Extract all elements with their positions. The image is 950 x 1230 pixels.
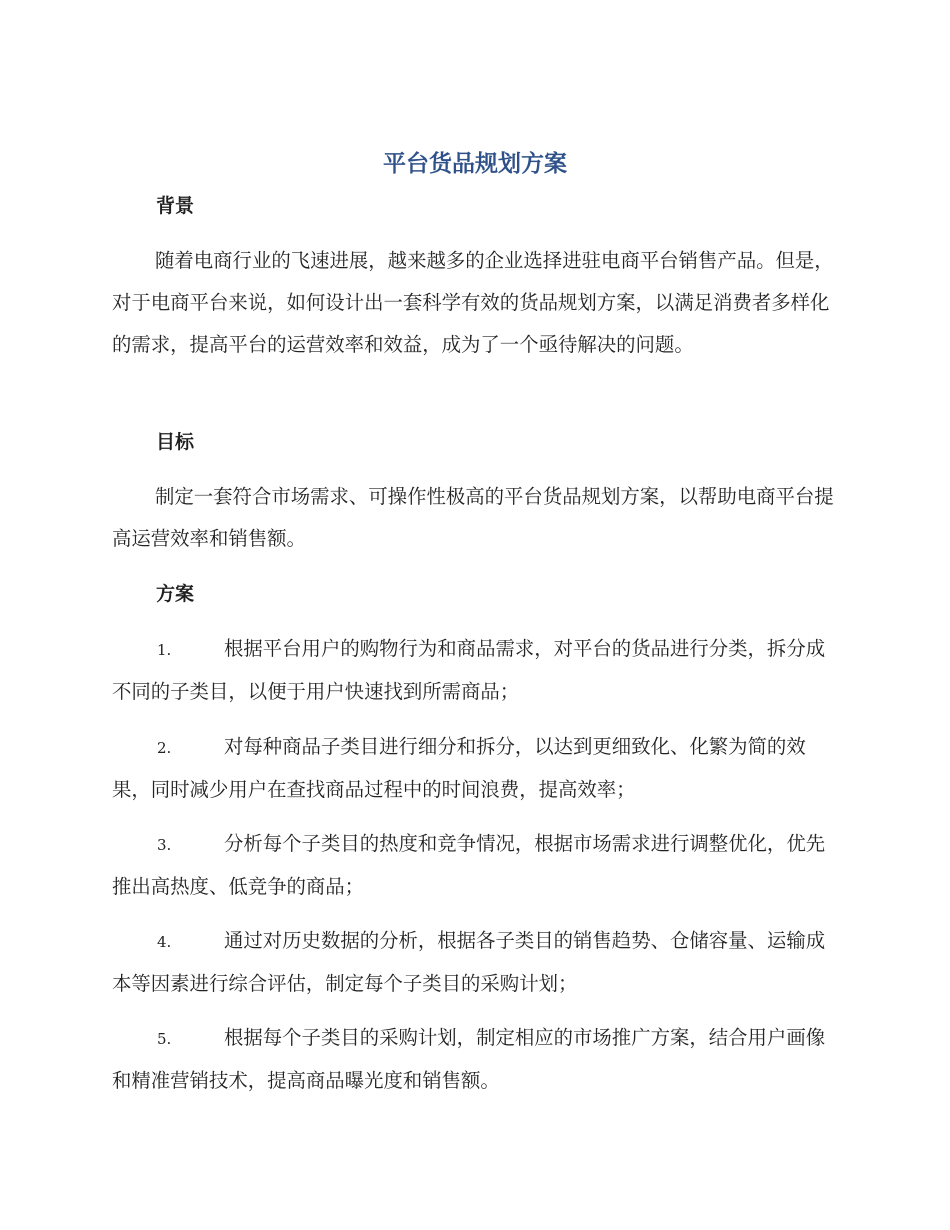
list-item-text: 分析每个子类目的热度和竞争情况，根据市场需求进行调整优化，优先推出高热度、低竞争的商品； [112,832,826,898]
background-paragraph: 随着电商行业的飞速进展，越来越多的企业选择进驻电商平台销售产品。但是，对于电商平台来说，如何设计出一套科学有效的货品规划方案，以满足消费者多样化的需求，提高平台的运营效率和效益，成为了一个亟待解决的问题。 [112,249,834,356]
list-item-text: 根据平台用户的购物行为和商品需求，对平台的货品进行分类，拆分成不同的子类目，以便于用户快速找到所需商品； [112,637,826,703]
list-item-number: 3. [157,836,172,854]
list-item [112,726,834,811]
list-item [112,920,834,1005]
section-heading-goal: 目标 [156,431,195,453]
section-heading-plan: 方案 [156,583,195,605]
document-title: 平台货品规划方案 [383,151,567,177]
list-item [112,1017,834,1102]
list-item-number: 5. [157,1030,172,1048]
list-item-text: 对每种商品子类目进行细分和拆分，以达到更细致化、化繁为简的效果，同时减少用户在查找商品过程中的时间浪费，提高效率； [112,735,806,801]
list-item-text: 根据每个子类目的采购计划，制定相应的市场推广方案，结合用户画像和精准营销技术，提高商品曝光度和销售额。 [112,1026,826,1092]
list-item-number: 4. [157,933,172,951]
section-heading-background: 背景 [156,195,195,217]
list-item-number: 1. [157,641,172,659]
list-item-number: 2. [157,739,172,757]
list-item-text: 通过对历史数据的分析，根据各子类目的销售趋势、仓储容量、运输成本等因素进行综合评估，制定每个子类目的采购计划； [112,929,826,995]
list-item [112,628,834,713]
list-item [112,823,834,908]
goal-paragraph: 制定一套符合市场需求、可操作性极高的平台货品规划方案，以帮助电商平台提高运营效率和销售额。 [112,485,834,550]
